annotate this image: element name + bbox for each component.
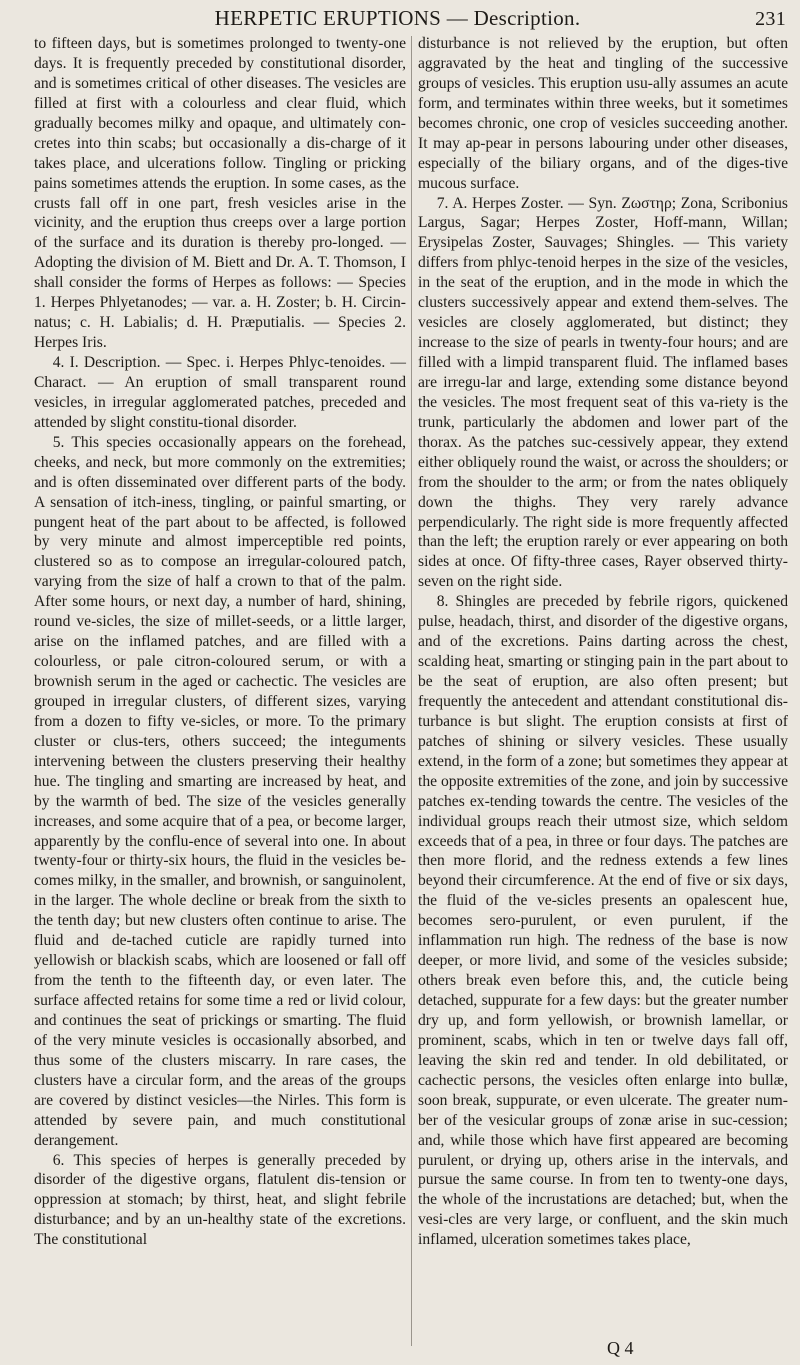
column-divider [411,36,412,1346]
paragraph: 5. This species occasionally appears on the forehead, cheeks, and neck, but more commonly on the extremities; and is often disseminated over different parts of the body. A sensation of itch-iness, tingling, or painful smarting, or pungent heat of the part about to be affected, is followed by very minute and almost imperceptible red points, clustered so as to compose an irregular-coloured patch, varying from the size of half a crown to that of the palm. After some hours, or next day, a number of hard, shining, round ve-sicles, the size of millet-seeds, or a little larger, arise on the inflamed patches, and are filled with a colourless, or pale citron-coloured serum, or with a brownish serum in the aged or cachectic. The vesicles are grouped in irregular clusters, of different sizes, varying from a dozen to fifty ve-sicles, or more. To the primary cluster or clus-ters, others succeed; the integuments intervening between the clusters preserving their healthy hue. The tingling and smarting are increased by heat, and by the warmth of bed. The size of the vesicles generally increases, and some acquire that of a pea, or become larger, apparently by the conflu-ence of several into one. In about twenty-four or thirty-six hours, the fluid in the vesicles be-comes milky, in the smaller, and brownish, or sanguinolent, in the larger. The whole decline or break from the sixth to the tenth day; but new clusters often continue to arise. The fluid and de-tached cuticle are rapidly turned into yellowish or blackish scabs, which are loosened or fall off from the tenth to the fifteenth day, or even later. The surface affected retains for some time a red or livid colour, and continues the seat of prickings or smarting. The fluid of the very minute vesicles is occasionally absorbed, and thus some of the clusters miscarry. In rare cases, the clusters have a circular form, and the areas of the groups are covered by distinct vesicles—the Nirles. This form is attended by severe pain, and much constitutional derangement. [34,433,406,1149]
paragraph: disturbance is not relieved by the eruption, but often aggravated by the heat and tingling of the successive groups of vesicles. This eruption usu-ally assumes an acute form, and terminates within three weeks, but it sometimes becomes chronic, one crop of vesicles succeeding another. It may ap-pear in persons labouring under other diseases, especially of the biliary organs, and of the diges-tive mucous surface. [418,35,788,192]
paragraph: to fifteen days, but is sometimes prolonged to twenty-one days. It is frequently preceded by constitutional disorder, and is sometimes critical of other diseases. The vesicles are filled at first with a colourless and clear fluid, which gradually becomes milky and opaque, and ultimately con-cretes into thin scabs; but occasionally a dis-charge of it takes place, and ulcerations follow. Tingling or pricking pains sometimes attends the eruption. In some cases, as the crusts fall off in one part, fresh vesicles arise in the vicinity, and the eruption thus creeps over a large portion of the surface and its duration is thereby pro-longed. — Adopting the division of M. Biett and Dr. A. T. Thomson, I shall consider the forms of Herpes as follows: — Species 1. Herpes Phlyetanodes; — var. a. H. Zoster; b. H. Circin-natus; c. H. Labialis; d. H. Præputialis. — Species 2. Herpes Iris. [34,35,406,352]
signature-mark: Q 4 [607,1338,634,1358]
left-column [34,34,406,1250]
right-column [418,34,788,1250]
paragraph: 7. A. Herpes Zoster. — Syn. Ζωστηρ; Zona, Scribonius Largus, Sagar; Herpes Zoster, Hoff-mann, Willan; Erysipelas Zoster, Sauvages; Shingles. — This variety differs from phlyc-tenoid herpes in the size of the vesicles, in the seat of the eruption, and in the mode in which the clusters successively appear and extend them-selves. The vesicles are closely agglomerated, but distinct; they increase to the size of pearls in twenty-four hours; and are filled with a limpid transparent fluid. The inflamed bases are irregu-lar and large, extending some distance beyond the vesicles. The most frequent seat of this va-riety is the trunk, particularly the abdomen and lower part of the thorax. As the patches suc-cessively appear, they extend either obliquely round the waist, or across the shoulders; or from the shoulder to the arm; or from the nates obliquely down the thighs. They very rarely advance perpendicularly. The right side is more frequently affected than the left; the eruption rarely or ever appearing on both sides at once. Of fifty-three cases, Rayer observed thirty-seven on the right side. [418,194,788,591]
page-number: 231 [755,8,786,30]
paragraph: 6. This species of herpes is generally preceded by disorder of the digestive organs, flatulent dis-tension or oppression at stomach; by thirst, heat, and slight febrile disturbance; and by an un-healthy state of the excretions. The constitutional [34,1151,406,1249]
paragraph: 8. Shingles are preceded by febrile rigors, quickened pulse, headach, thirst, and disorder of the digestive organs, and of the excretions. Pains darting across the chest, scalding heat, smarting or stinging pain in the part about to be the seat of eruption, are also often present; but frequently the antecedent and attendant constitutional dis-turbance is but slight. The eruption consists at first of patches of shining or silvery vesicles. These usually extend, in the form of a zone; but sometimes they appear at the opposite extremities of the zone, and join by successive patches ex-tending towards the centre. The vesicles of the individual groups reach their utmost size, which seldom exceeds that of a pea, in three or four days. The patches are then more florid, and the redness extends a few lines beyond their circumference. At the end of five or six days, the fluid of the ve-sicles presents an opalescent hue, becomes sero-purulent, or even purulent, if the inflammation run high. The redness of the base is now deeper, or more livid, and some of the vesicles subside; others break even before this, and, the cuticle being detached, suppurate for a few days: but the greater number dry up, and form yellowish, or brownish lamellar, or prominent, scabs, which in ten or twelve days fall off, leaving the skin red and tender. In old debilitated, or cachectic persons, the vesicles often enlarge into bullæ, soon break, suppurate, or even ulcerate. The greater num-ber of the vesicular groups of zonæ arise in suc-cession; and, while those which have first appeared are becoming purulent, or drying up, others arise in the intervals, and pursue the same course. In from ten to twenty-one days, the whole of the incrustations are detached; but, when the vesi-cles are very large, or confluent, and the skin much inflamed, ulceration sometimes takes place, [418,593,788,1249]
paragraph: 4. I. Description. — Spec. i. Herpes Phlyc-tenoides. — Charact. — An eruption of small transparent round vesicles, in irregular agglomerated patches, preceded and attended by slight constitu-tional disorder. [34,354,406,431]
running-title: HERPETIC ERUPTIONS — Description. [214,6,581,30]
running-header [40,6,786,34]
